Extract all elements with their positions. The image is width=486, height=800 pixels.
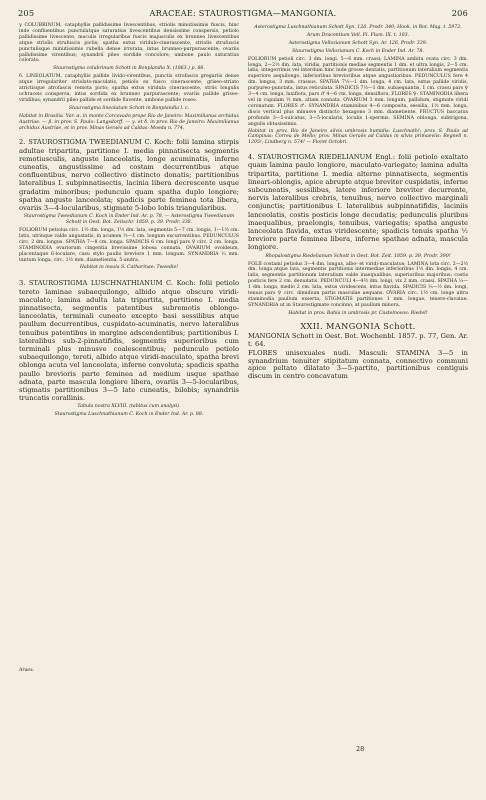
species-4-habitat: Habitat in prov. Bahia in umbrosis pr. Castelnovos: Riedel! (288, 310, 428, 316)
species-2-description: FOLIORUM petiolus circ. 1½ dm. longa, 1½ dm. lata, segmentis 5—7 cm. longis, 1—1½ cm. latis, utrinque valde angustatis, in acumen ½—1 cm. longum excurrentibus. PEDUNCULUS circ. 2 dm. longus. SPATHA 7—8 cm. longa. SPADICIS 6 cm. longi pars ♀ circ. 2 cm. longa. STAMINODIA ovariorum cingentia brevissime lobosa connata. OVARIUM ovoideum, placentaque 6-loculare, casu stylo paullo breviore 1 mm. longum. SYNANDRIA ⅓ mm. tantum longa, circ. 1½ mm. diametientia, 5-andra. (19, 228, 239, 263)
genus-description: FLORES unisexuales nudi. Masculi: STAMINA 3—5 in synandrium tenuiter stipitatum connata, connectivo communi apice peltato dilatato 3—5-partito, partitionibus contiguis discum in centro concavatum (248, 348, 468, 381)
page-number-right: 206 (451, 8, 468, 18)
species-3-plate: Tabula nostra XLVIII. (tabitus cum analysi). (77, 404, 181, 410)
running-title: ARACEAE: STAUROSTIGMA—MANGONIA. (149, 8, 337, 18)
variety-lineolatum-reference: Staurostigma lineolatum Schott in Bonplandia l. c. (68, 105, 190, 111)
species-2-reference: Staurostigma Tweedianum C. Koch in Ender Ind. Ar. p. 78. — Asterostigma Tweedianum Schott in Oest. Bot. Zeitschr. 1859. p. 39. Prodr. 338. (23, 214, 235, 226)
synonym-4: Staurostigma Vellozianum C. Koch in Ender Ind. Ar. 78. (292, 48, 424, 54)
species-2-habitat: Habitat in insula S. Catharinae: Tweedie! (79, 265, 179, 271)
species-3-reference: Staurostigma Luschnathianum C. Koch in Ender Ind. Ar. p. 88. (54, 412, 204, 418)
left-footer: Araes. (19, 668, 35, 673)
genus-heading: XXII. MANGONIA Schott. (300, 320, 416, 331)
species-2-diagnosis: 2. STAUROSTIGMA TWEEDIANUM C. Koch: folii lamina stirpis adultae tripartita, partitione I. media pinnatisecta segmentis remotiusculis, anguste lanceolatis, longe acuminatis, inferne cuneatis, angustissime ad costam decurrentibus atque confluentibus, nervo collectivo distincto donatis; partitionibus lateralibus I. subpinnatisectis, lacinia libera decrescente usque gradatim minoribus; pedunculo quam spatha duplo longiore; spatha anguste lanceolata; spadicis parte feminea tota libera, ovariis 3—4-locularibus, stigmate 5-lobo lobis triangularibus. (19, 138, 239, 213)
species-4-reference: Rhopalostigma Riedelianum Schott in Oest. Bot. Zeit. 1859. p. 39, Prodr. 390! (265, 253, 451, 259)
variety-lineolatum: δ. LINEOLATUM, cataphyllis pallide livido-virentibus, punctis strofascis gregariis dense atque irregulariter striolato-maculatis, petiolo ex fusco cinerascente, griseo-striato atrictisque atrofascis remota picto; spatha extus viridula cinerascente, striis longulis ochraceis conspersa, intus sordida ex brunneo purpurascente; ovariis pallide griseo-viridibus; synandrii pileo pallide et sordide flavente, umbone pallide roseo. (19, 74, 239, 103)
synonym-1: Asterostigma Luschnathianum Schott Syn. 126. Prodr. 340; Hook. in Bot. Mag. t. 5972. (254, 25, 462, 30)
species-3-description: FOLIORUM petioli circ. 3 dm. longi, 5—6 mm. crassi; LAMINA ambitu ovata circ. 3 dm. longa, 2—2½ dm. lata, viridis, partitionis mediae segmentis 1 dm. et ultra longis, 2—5 cm. latis, integerrimis vel interdum hinc inde grosse dentatis, partitionum lateralium segmentis superiore aequilongo, inferioribus brevioribus atque angustioribus. PEDUNCULUS fere 4 dm. longus, 3 mm. crassus. SPATHA 7½—1 dm. longa, 4 cm. lata, extus pallide viridis, purpureo-punctata, intus reticulata. SPADICIS 7½—1 dm. subaequantis, 1 cm. crassi pars ♀ 3—4 cm. longa, laxiflora, pars ♂ 4—6 cm. longa, densiflora. FLORES ♀: STAMINODIA libera vel in cupulam ½ mm. altam connata. OVARIUM 3 mm. longum, pallidum, stigmate viridi coronatum. FLORES ♂: SYNANDRIA staminibus 4—6 composita, sessilia, 1½ mm. longa, disco vertical plus minusve distincto hexagono 3 mm. diametiente. FRUCTUS baccatus profunde 3—5-sulcatus, 3—5-locularis, loculis 1-spermis. SEMINA oblonga, subtrigona, angulis obtusissimis. (248, 56, 469, 127)
variety-colubrinum: γ COLUBRINUM, cataphyllis pallidissime livescentibus, striolis minutissimis fuscis, hinc inde confluentibus punctulatque saturatius livescentibus densissime conspersis, petiolo pallidissime livescente, maculis irregularibus fuscis majusculis ex brunneo livescentibus atque striolis strufuscis pictis; spatha extus viridulo-cinerascente, striolis strufuscis punctulisque minutissimis rubella dense irrorata, intus brunneo-purpurascente; ovariis pallidissime virentibus; synandrii pileo sordide concolore, umbone paulo saturatius colorato. (19, 23, 239, 64)
left-column (19, 23, 239, 420)
species-3-diagnosis: 3. STAUROSTIGMA LUSCHNATHIANUM C. Koch: folii petiolo tereto laminae subaequilongo, albido atque obscure viridi-maculato; lamina adulta lata tripartita, partitione I. media pinnatisecta, segmentis patentibus subremotis oblongo-lanceolatis, terminali cuneato excepto basi sessilibus atque paullum decurrentibus, cuspidato-acuminatis, nervo lateralibus tenuibus patentibus in margine adscendentibus; partitionibus I. lateralibus sub-2-pinnatifidis, segmentis superioribus cum terminali plus minusve coalescentibus; pedunculo petiolo subaequilongo, tereti, albido atque viridi-maculato, spatha brevi oblonga acuta vel lanceolata, inferne convoluta; spadicis spatha paullo brevioris parte feminea ad medium usque spathae adnata, parte mascula longiore libera, ovariis 3—5-locularibus, stigmatis partitionibus 3—5 late cuneatis, bilobis; synandriis truncatis corallinis. (19, 279, 239, 403)
species-4-description: FOLII costami petiolus 3—4 dm. longus, albo- et viridi-maculatus; LAMINA tota circ. 2—2½ dm. longa atque lata, segmentis partitionis intermediae inferioribus 1½ dm. longis, 4 cm. latis, segmentis partitionum lateralium valde inaequalibus, superioribus majoribus; costis posticis fere 2 cm. denudatis. PEDUNCULI 4—4½ dm. longi, vix 2 mm. crassi. SPATHA ⅓—1 dm. longa, medio 2 cm. lata, extus viridescens, intus flavida. SPADICIS ⅓—½ dm. longi, tenuis pars ♀ circ. dimidium partis masculae aequans. OVARIA circ. 1½ cm. longe ultra staminodia paullum exserta; STIGMATIS partitiones 1 mm. longae, tenere-clavatae. SYNANDRIA ut in Staurostigmate concinno, at paullum minora. (248, 261, 468, 308)
signature-mark: 28 (356, 745, 365, 753)
synonym-3: Asterostigma Vellozianum Schott Syn. Ar. 126, Prodr. 339. (288, 40, 428, 46)
habitat-note: Habitat in Brasilia. Var. α. in monte Corcovado prope Rio de Janeiro: Maximilianus archidux Austriae. — β. in prov. S. Paulo: Langsdorff. — γ. et δ. in prov. Rio de Janeiro: Maximilianus archidux Austriae, et in prov. Minas Geraës ad Caldas: Moeda n. 774. (19, 113, 239, 131)
page-number-left: 205 (18, 8, 35, 18)
running-header (18, 8, 468, 22)
right-column (248, 23, 468, 382)
variety-colubrinum-reference: Staurostigma colubrinum Schott in Bonplandia X. (1863.) p. 86. (53, 66, 205, 72)
species-4-diagnosis: 4. STAUROSTIGMA RIEDELIANUM Engl.: folii petiolo exaltato quam lamina paulo longiore, maculato-variegato; lamina adulta tripartita, partitione I. media alterne pinnatisecta, segmentis lineari-oblongis, apice abrupte atque breviter cuspidatis, inferne subcuneatis, sessilibus, latere inferiore breviter decurrente, nervis lateralibus crebris, tenuibus, nervo collectivo marginali conjunctis; partitionibus I. lateralibus subpinnatifidis, laciniis lanceolatis, costis posticis longe decudatis; pedunculis pluribus inaequalibus, praelongis, tenuibus, variegatis; spatha anguste lanceolata flavida, extus viridescente; spadicis tenuis spatha ½ breviore parte feminea libera, inferne spathae adnata, mascula longiore. (248, 153, 468, 252)
species-3-habitat: Habitat in prov. Rio de Janeiro silvis umbrosis humidis: Luschnath!; prov. S. Paulo ad Campinas: Correa de Mello; prov. Minas Geraës ad Caldas in silvis primaeviis: Regnell n. 1205!; Lindberg n. 574! — Floret Octobri. (248, 128, 468, 146)
synonym-2: Arum Dracontium Vell. Fl. Flum. IX. t. 103. (306, 32, 410, 38)
genus-reference: MANGONIA Schott in Oest. Bot. Wochenbl. 1857. p. 77, Gen. Ar. t. 64. (248, 332, 468, 348)
